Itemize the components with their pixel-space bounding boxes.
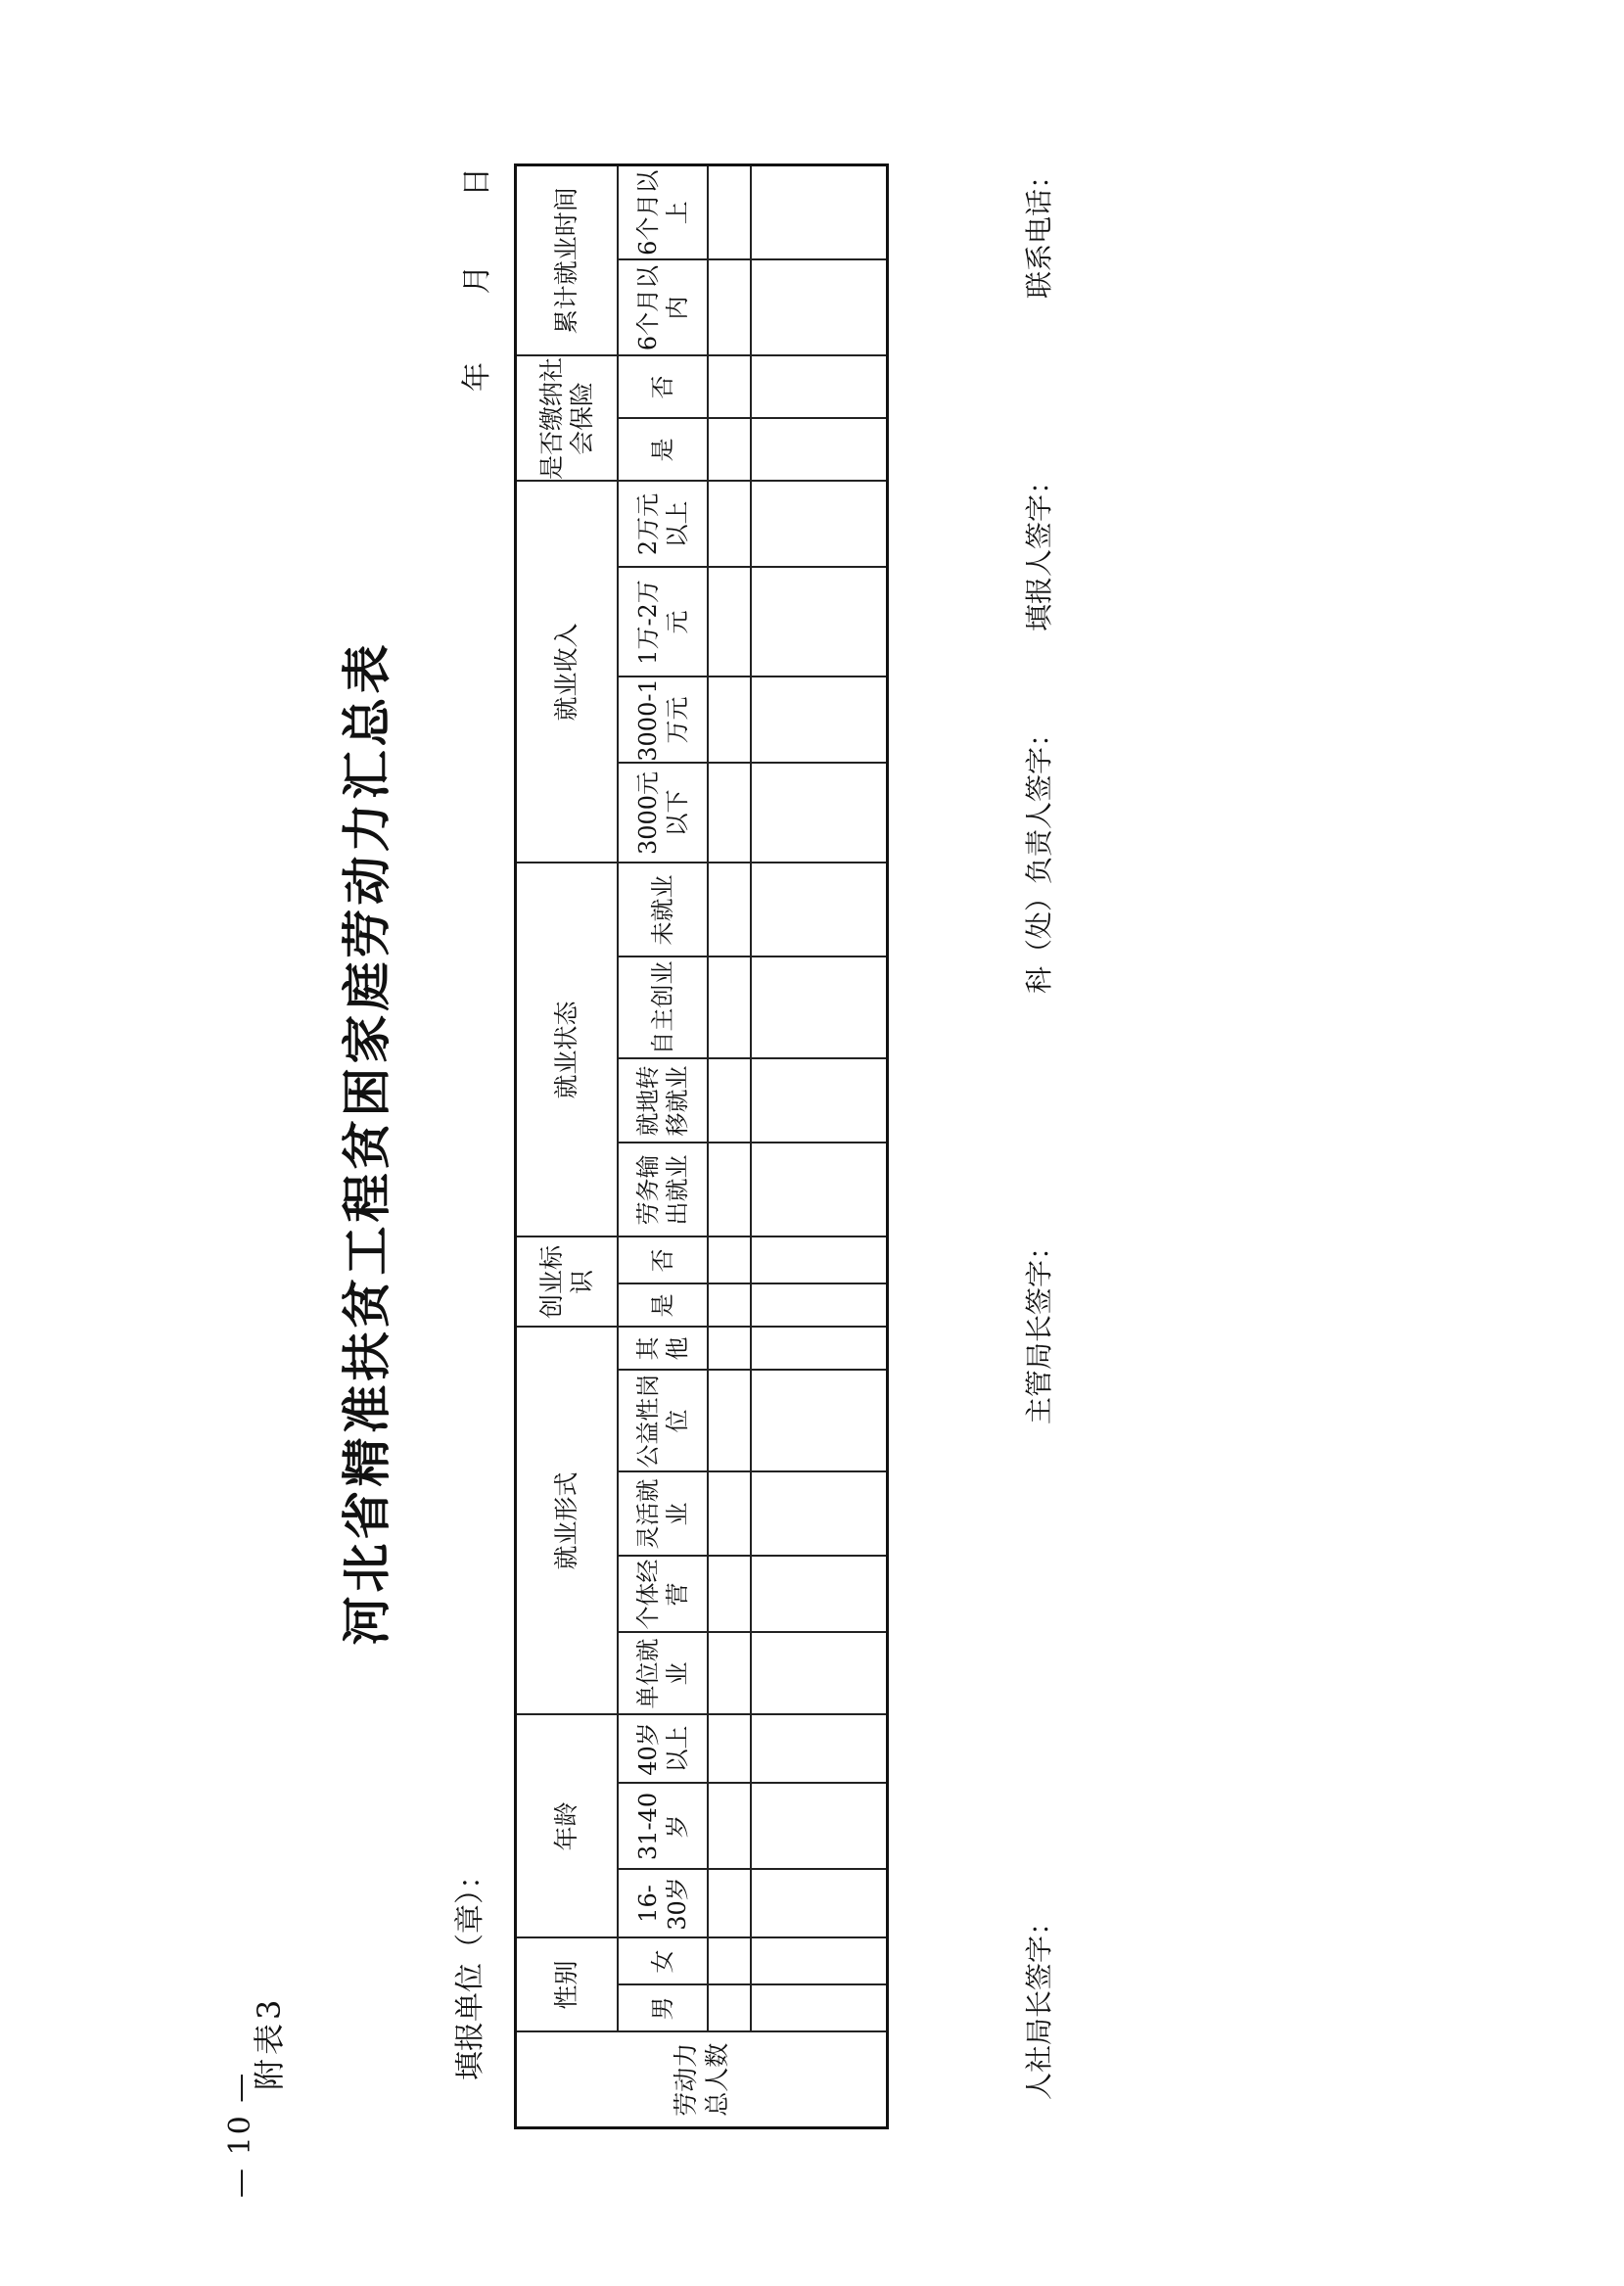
date-line: 年 月 日 xyxy=(460,166,494,392)
header-employment-form: 就业形式 xyxy=(516,1328,618,1715)
filler-signature-label: 填报人签字： xyxy=(1023,466,1055,631)
form-self-employed: 个体经营 xyxy=(618,1557,708,1633)
header-employment-income: 就业收入 xyxy=(516,482,618,863)
section-head-signature-label: 科（处）负责人签字： xyxy=(1023,719,1055,994)
reporting-unit-label: 填报单位（章）： xyxy=(453,1860,487,2080)
header-employment-duration: 累计就业时间 xyxy=(516,165,618,356)
income-below-3000: 3000元以下 xyxy=(618,764,708,863)
header-age: 年龄 xyxy=(516,1715,618,1938)
duration-over-6m: 6个月以上 xyxy=(618,165,708,260)
status-self-startup: 自主创业 xyxy=(618,957,708,1059)
duration-within-6m: 6个月以内 xyxy=(618,260,708,356)
attachment-label: 附表3 xyxy=(251,1995,288,2090)
form-other: 其他 xyxy=(618,1328,708,1371)
page-number: — 10 — xyxy=(223,2071,257,2198)
gender-male: 男 xyxy=(618,1985,708,2032)
summary-table xyxy=(514,163,889,2129)
table-row xyxy=(751,165,888,2128)
insurance-no: 否 xyxy=(618,356,708,419)
income-3000-10k: 3000-1万元 xyxy=(618,677,708,764)
gender-female: 女 xyxy=(618,1938,708,1985)
header-employment-status: 就业状态 xyxy=(516,863,618,1237)
form-unit: 单位就业 xyxy=(618,1633,708,1715)
form-flexible: 灵活就业 xyxy=(618,1472,708,1557)
status-unemployed: 未就业 xyxy=(618,863,708,957)
contact-phone-label: 联系电话： xyxy=(1023,161,1055,299)
hrss-director-signature-label: 人社局长签字： xyxy=(1023,1907,1055,2100)
income-10k-20k: 1万-2万元 xyxy=(618,568,708,677)
insurance-yes: 是 xyxy=(618,419,708,482)
page-title: 河北省精准扶贫工程贫困家庭劳动力汇总表 xyxy=(339,640,395,1646)
income-above-20k: 2万元以上 xyxy=(618,482,708,568)
status-labor-export: 劳务输出就业 xyxy=(618,1143,708,1237)
startup-no: 否 xyxy=(618,1237,708,1284)
header-social-insurance: 是否缴纳社会保险 xyxy=(516,356,618,482)
competent-director-signature-label: 主管局长签字： xyxy=(1023,1232,1055,1424)
age-31-40: 31-40岁 xyxy=(618,1784,708,1870)
header-startup-flag: 创业标识 xyxy=(516,1237,618,1328)
age-16-30: 16-30岁 xyxy=(618,1870,708,1938)
form-public-welfare: 公益性岗位 xyxy=(618,1371,708,1472)
table-row xyxy=(708,165,751,2128)
age-40-plus: 40岁以上 xyxy=(618,1715,708,1784)
header-gender: 性别 xyxy=(516,1938,618,2032)
status-local-transfer: 就地转移就业 xyxy=(618,1059,708,1143)
startup-yes: 是 xyxy=(618,1284,708,1328)
header-total: 劳动力总人数 xyxy=(516,2032,888,2128)
